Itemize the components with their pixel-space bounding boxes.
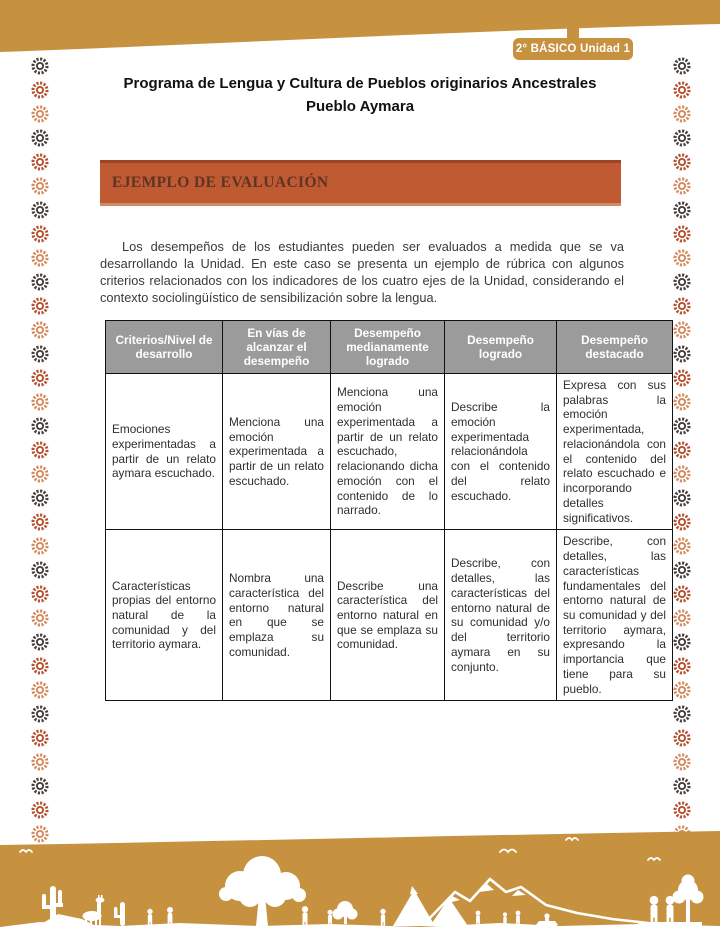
footer-band [0,831,720,932]
rosette-icon [672,776,692,796]
rosette-icon [672,224,692,244]
rosette-icon [672,152,692,172]
rosette-icon [30,152,50,172]
rosette-icon [30,176,50,196]
rosette-icon [30,80,50,100]
rosette-icon [30,728,50,748]
rosette-icon [672,560,692,580]
page-title [80,72,640,119]
rubric-cell: Menciona una emoción experimentada a partir de un relato escuchado. [223,374,331,530]
rubric-table [105,320,673,701]
rosette-icon [672,80,692,100]
rosette-icon [672,200,692,220]
rosette-icon [672,368,692,388]
rosette-icon [30,800,50,820]
intro-paragraph: Los desempeños de los estudiantes pueden ser evaluados a medida que se va desarrollando la Unidad. En este caso se presenta un ejemplo de rúbrica con algunos criterios relacionados con los indicadores de los cuatro ejes de la Unidad, considerando el contexto sociolingüístico de sensibilización sobre la lengua. [100,239,624,306]
rosette-icon [672,584,692,604]
rubric-header-cell: En vías de alcanzar el desempeño [223,321,331,374]
page-title-line1: Programa de Lengua y Cultura de Pueblos originarios Ancestrales [123,75,597,92]
rosette-icon [672,296,692,316]
rosette-icon [30,368,50,388]
rosette-icon [30,104,50,124]
rubric-header-cell: Criterios/Nivel de desarrollo [106,321,223,374]
rosette-icon [30,464,50,484]
rosette-icon [30,296,50,316]
rosette-icon [672,632,692,652]
left-border-ornament [30,56,50,850]
section-header-band [100,160,621,206]
rosette-icon [672,344,692,364]
rosette-icon [30,248,50,268]
unit-badge: 2° BÁSICO Unidad 1 [513,38,633,60]
rosette-icon [30,128,50,148]
rosette-icon [672,248,692,268]
rubric-header-cell: Desempeño logrado [445,321,557,374]
rosette-icon [30,416,50,436]
rubric-cell: Características propias del entorno natural de la comunidad y del territorio aymara. [106,530,223,701]
rosette-icon [30,536,50,556]
rosette-icon [672,104,692,124]
rubric-cell: Expresa con sus palabras la emoción experimentada, relacionándola con el contenido del relato escuchado e incorporando detalles significativos. [557,374,673,530]
rubric-header-cell: Desempeño medianamente logrado [331,321,445,374]
rosette-icon [30,56,50,76]
rosette-icon [30,752,50,772]
rosette-icon [672,464,692,484]
rubric-row [106,530,673,701]
rosette-icon [672,728,692,748]
rosette-icon [672,128,692,148]
rosette-icon [672,656,692,676]
rosette-icon [30,632,50,652]
rosette-icon [30,680,50,700]
rosette-icon [30,512,50,532]
rubric-cell: Describe, con detalles, las características fundamentales del entorno natural de su comunidad y del territorio aymara, expresando la importancia que tiene para su pueblo. [557,530,673,701]
rosette-icon [30,272,50,292]
rubric-cell: Menciona una emoción experimentada a partir de un relato escuchado, relacionando dicha emoción con el contenido de lo narrado. [331,374,445,530]
rosette-icon [30,656,50,676]
rubric-cell: Describe la emoción experimentada relacionándola con el contenido del relato escuchado. [445,374,557,530]
rosette-icon [672,56,692,76]
rubric-cell: Emociones experimentadas a partir de un relato aymara escuchado. [106,374,223,530]
rubric-row [106,374,673,530]
rosette-icon [30,392,50,412]
rosette-icon [672,536,692,556]
rosette-icon [30,608,50,628]
rosette-icon [672,320,692,340]
rosette-icon [30,200,50,220]
rosette-icon [672,512,692,532]
rosette-icon [672,800,692,820]
rubric-header-cell: Desempeño destacado [557,321,673,374]
rosette-icon [672,680,692,700]
rosette-icon [30,440,50,460]
rosette-icon [30,704,50,724]
rosette-icon [30,560,50,580]
rosette-icon [672,440,692,460]
right-border-ornament [672,56,692,850]
section-header-label: EJEMPLO DE EVALUACIÓN [112,174,329,191]
rubric-cell: Describe una característica del entorno natural en que se emplaza su comunidad. [331,530,445,701]
footer-illustration [0,830,720,932]
rosette-icon [672,704,692,724]
rosette-icon [30,488,50,508]
rosette-icon [30,776,50,796]
rosette-icon [30,584,50,604]
rosette-icon [30,224,50,244]
rosette-icon [672,272,692,292]
rosette-icon [672,392,692,412]
rosette-icon [672,752,692,772]
rubric-header-row [106,321,673,374]
rosette-icon [30,344,50,364]
rubric-cell: Describe, con detalles, las características del entorno natural de su comunidad y/o del territorio aymara en su conjunto. [445,530,557,701]
rosette-icon [672,488,692,508]
page-title-line2: Pueblo Aymara [305,98,415,116]
rosette-icon [672,416,692,436]
rosette-icon [672,176,692,196]
rubric-cell: Nombra una característica del entorno natural en que se emplaza su comunidad. [223,530,331,701]
rosette-icon [672,608,692,628]
rosette-icon [30,320,50,340]
